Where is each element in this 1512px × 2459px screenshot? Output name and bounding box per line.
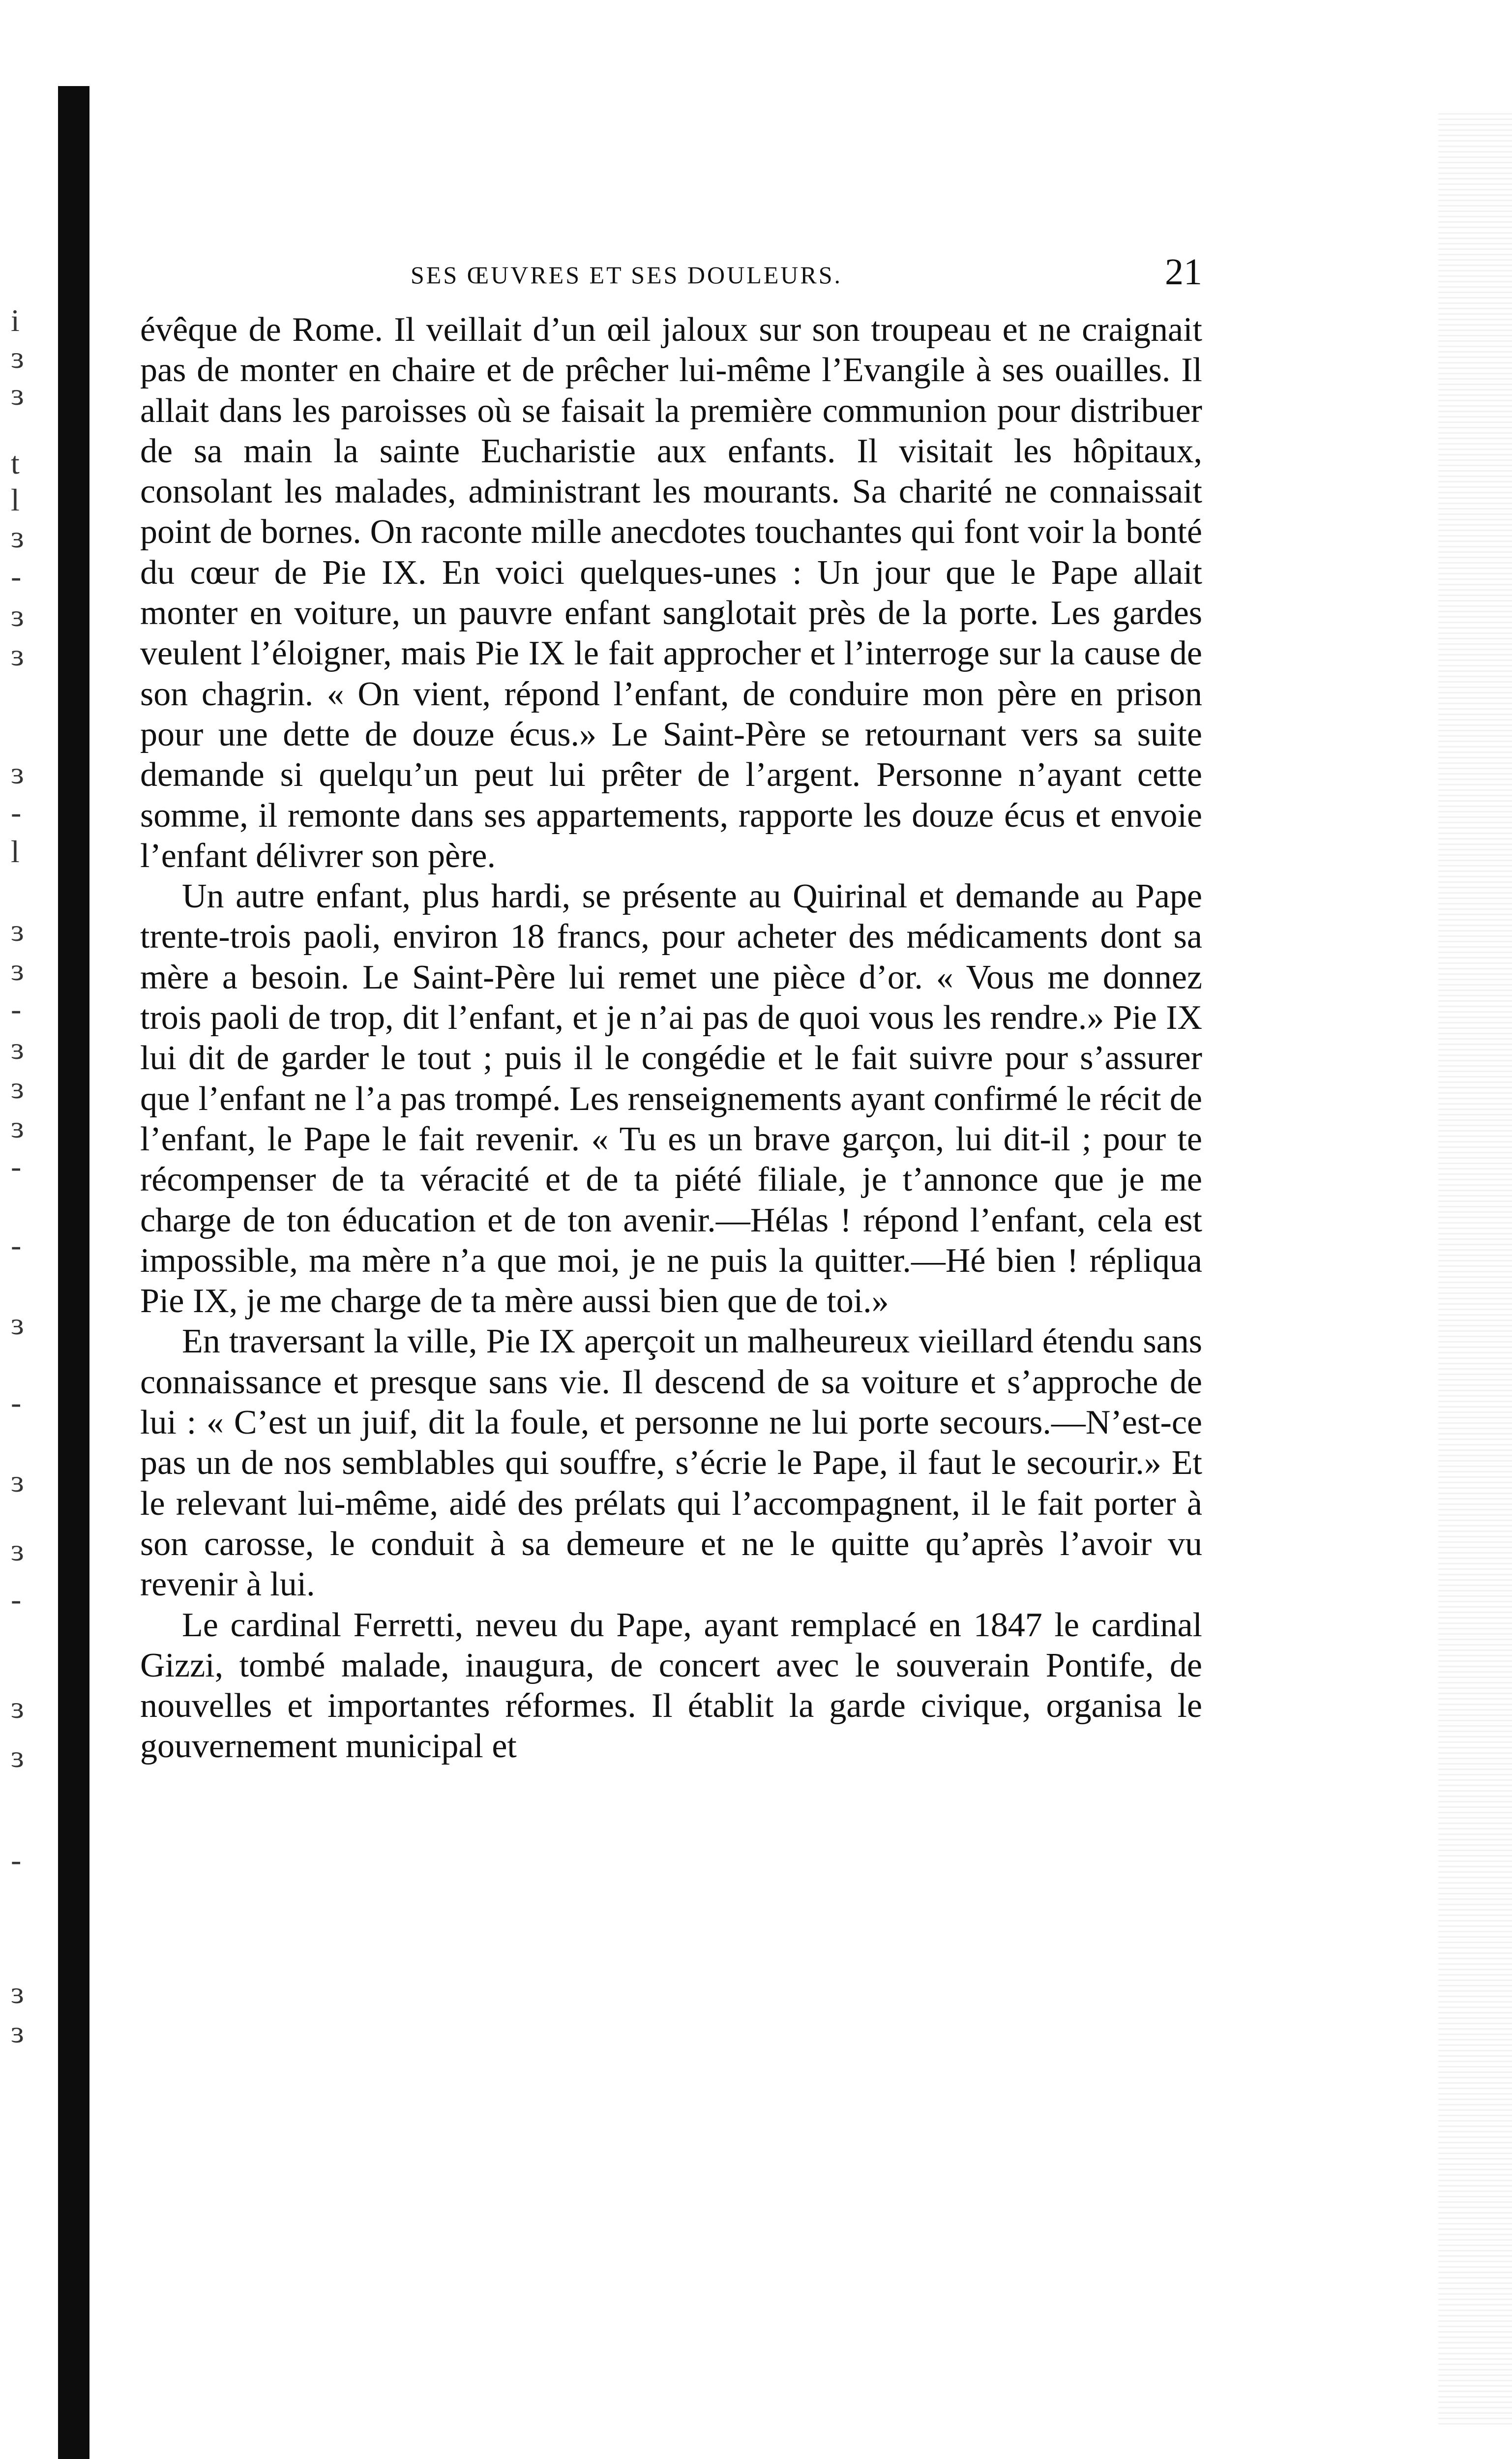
margin-bleed-mark: - (11, 1385, 22, 1420)
margin-bleed-mark: ɜ (11, 1070, 24, 1105)
margin-bleed-mark: - (11, 991, 22, 1026)
margin-bleed-mark: ɜ (11, 1975, 24, 2010)
facing-page-edge (1438, 113, 1512, 2425)
margin-bleed-mark: ɜ (11, 1306, 24, 1341)
margin-bleed-mark: ɜ (11, 637, 24, 672)
binding-shadow (58, 86, 89, 2459)
margin-bleed-mark: - (11, 1228, 22, 1262)
margin-bleed-mark: - (11, 1149, 22, 1184)
margin-bleed-mark: t (11, 446, 20, 480)
margin-bleed-mark: - (11, 1842, 22, 1877)
margin-bleed-mark: ɜ (11, 2014, 24, 2049)
margin-bleed-mark: - (11, 795, 22, 830)
paragraph: évêque de Rome. Il veillait d’un œil jaloux sur son troupeau et ne craignait pas de monter en chaire et de prêcher lui-même l’Evangile à ses ouailles. Il allait dans les paroisses où se faisait la première communion pour distribuer de sa main la sainte Eucharistie aux enfants. Il visitait les hôpitaux, consolant les malades, administrant les mourants. Sa charité ne connaissait point de bornes. On raconte mille anecdotes touchantes qui font voir la bonté du cœur de Pie IX. En voici quelques-unes : Un jour que le Pape allait monter en voiture, un pauvre enfant sanglotait près de la porte. Les gardes veulent l’éloigner, mais Pie IX le fait approcher et l’interroge sur la cause de son chagrin. « On vient, répond l’enfant, de conduire mon père en prison pour une dette de douze écus.» Le Saint-Père se retournant vers sa suite demande si quelqu’un peut lui prêter de l’argent. Personne n’ayant cette somme, il remonte dans ses appartements, rapporte les douze écus et envoie l’enfant délivrer son père. (140, 311, 1202, 875)
margin-bleed-mark: ɜ (11, 1464, 24, 1499)
margin-bleed-mark: - (11, 1582, 22, 1617)
margin-bleed-mark: i (11, 303, 20, 338)
margin-bleed-mark: ɜ (11, 598, 24, 633)
margin-bleed-mark: ɜ (11, 1110, 24, 1144)
body-text (140, 310, 1202, 1767)
margin-bleed-mark: - (11, 559, 22, 594)
paragraph: Un autre enfant, plus hardi, se présente au Quirinal et demande au Pape trente-trois paoli, environ 18 francs, pour acheter des médicaments dont sa mère a besoin. Le Saint-Père lui remet une pièce d’or. « Vous me donnez trois paoli de trop, dit l’enfant, et je n’ai pas de quoi vous les rendre.» Pie IX lui dit de garder le tout ; puis il le congédie et le fait suivre pour s’assurer que l’enfant ne l’a pas trompé. Les renseignements ayant confirmé le récit de l’enfant, le Pape le fait revenir. « Tu es un brave garçon, lui dit-il ; pour te récompenser de ta véracité et de ta piété filiale, je t’annonce que je me charge de ton éducation et de ton avenir.—Hélas ! répond l’enfant, cela est impossible, ma mère n’a que moi, je ne puis la quitter.—Hé bien ! répliqua Pie IX, je me charge de ta mère aussi bien que de toi.» (140, 877, 1202, 1320)
running-head (140, 251, 1202, 300)
paragraph: Le cardinal Ferretti, neveu du Pape, ayant remplacé en 1847 le cardinal Gizzi, tombé malade, inaugura, de concert avec le souverain Pontife, de nouvelles et importantes réformes. Il établit la garde civique, organisa le gouvernement municipal et (140, 1606, 1202, 1766)
margin-bleed-mark: ɜ (11, 1739, 24, 1774)
margin-bleed-mark: ɜ (11, 340, 24, 375)
margin-bleed-mark: l (11, 834, 20, 869)
margin-bleed-mark: ɜ (11, 1690, 24, 1725)
page-number: 21 (1165, 251, 1202, 293)
paragraph: En traversant la ville, Pie IX aperçoit un malheureux vieillard étendu sans connaissance et presque sans vie. Il descend de sa voiture et s’approche de lui : « C’est un juif, dit la foule, et personne ne lui porte secours.—N’est-ce pas un de nos semblables qui souffre, s’écrie le Pape, il faut le secourir.» Et le relevant lui-même, aidé des prélats qui l’accompagnent, il le fait porter à son carosse, le conduit à sa demeure et ne le quitte qu’après l’avoir vu revenir à lui. (140, 1322, 1202, 1604)
margin-bleed-mark: ɜ (11, 377, 24, 412)
margin-bleed-mark: l (11, 482, 20, 517)
margin-bleed-mark: ɜ (11, 519, 24, 554)
running-title: SES ŒUVRES ET SES DOULEURS. (411, 261, 843, 289)
margin-bleed-mark: ɜ (11, 1532, 24, 1567)
margin-bleed-mark: ɜ (11, 913, 24, 948)
margin-bleed-mark: ɜ (11, 755, 24, 790)
margin-bleed-mark: ɜ (11, 1031, 24, 1066)
margin-bleed-mark: ɜ (11, 952, 24, 987)
